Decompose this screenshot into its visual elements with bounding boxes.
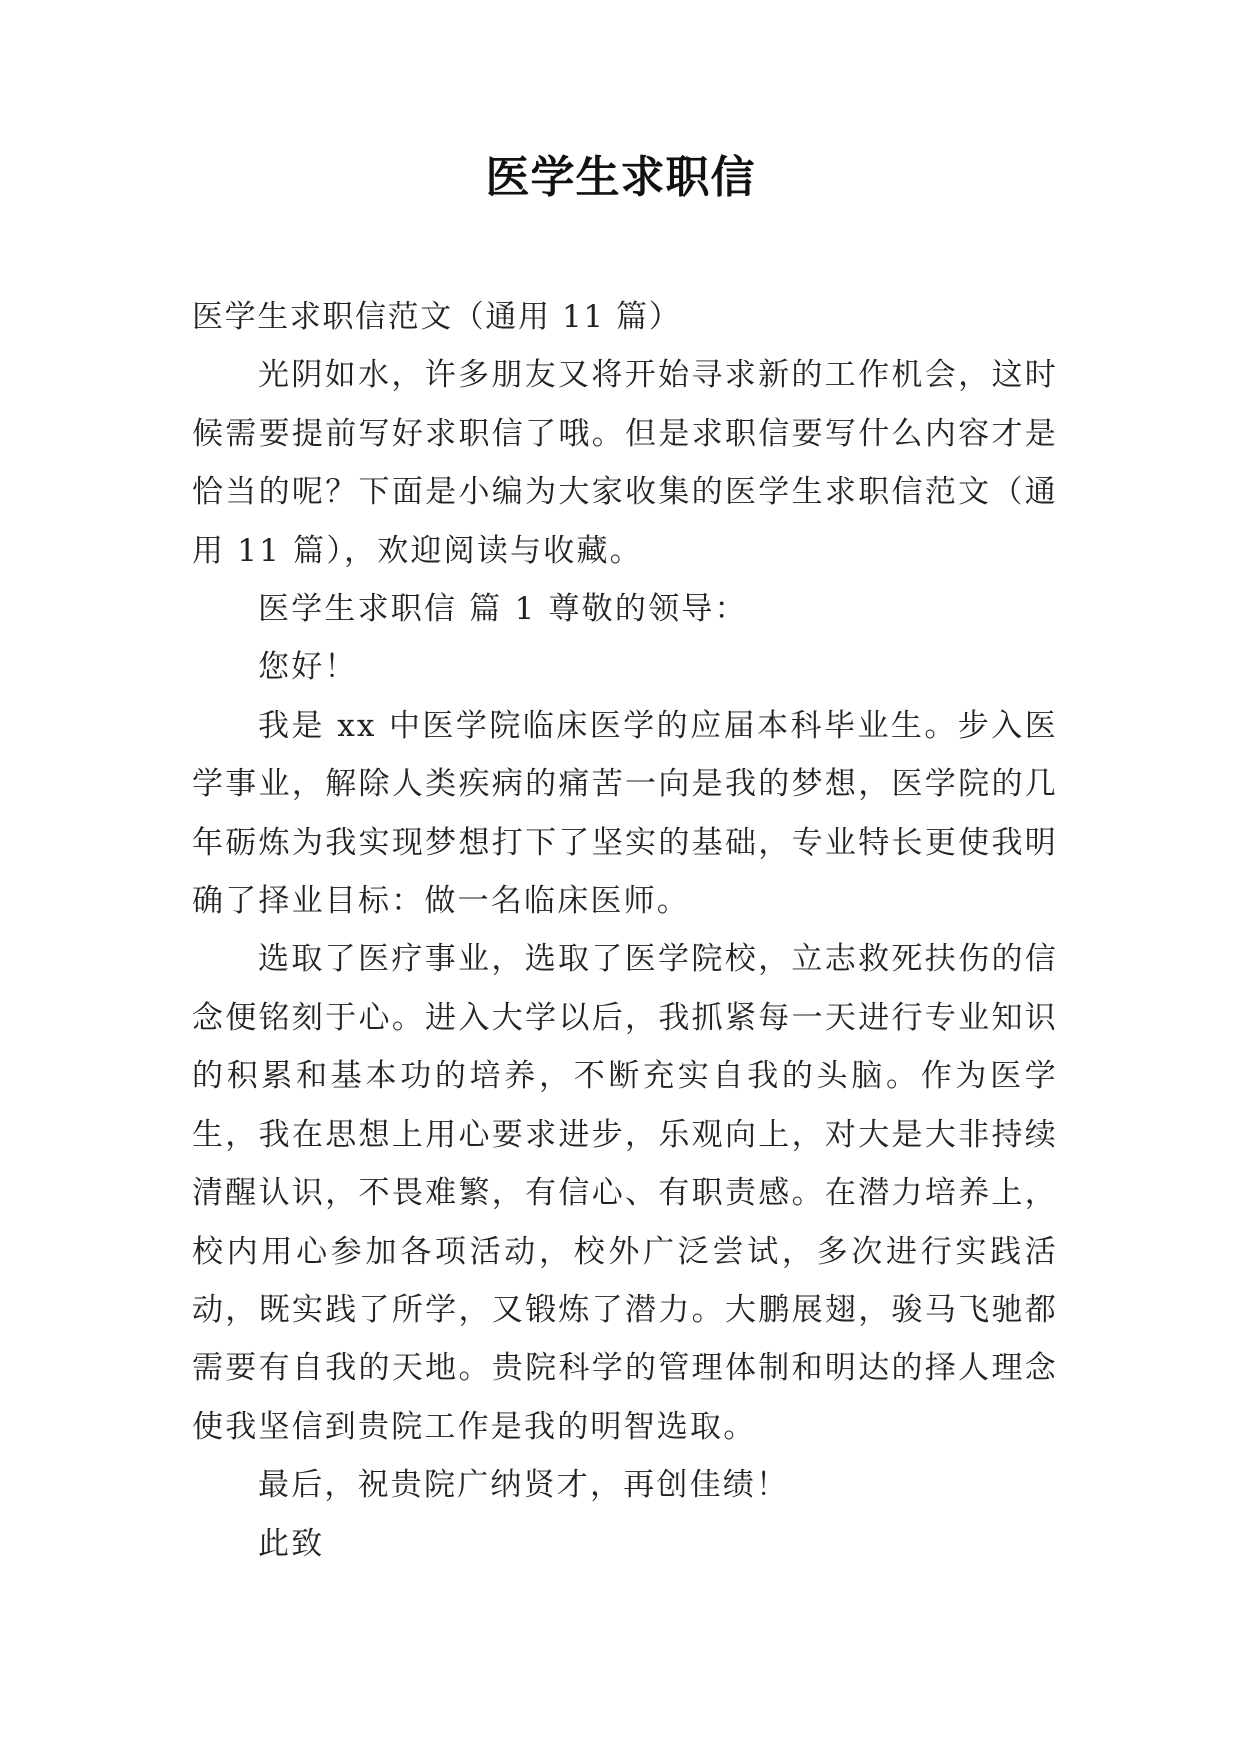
document-body	[192, 288, 1058, 1573]
closing-wish: 最后，祝贵院广纳贤才，再创佳绩！	[258, 1467, 790, 1504]
greeting: 您好！	[258, 649, 358, 686]
intro-paragraph: 光阴如水，许多朋友又将开始寻求新的工作机会，这时候需要提前写好求职信了哦。但是求职信要写什么内容才是恰当的呢？下面是小编为大家收集的医学生求职信范文（通用 11 篇），欢迎阅读与收藏。	[192, 357, 1058, 569]
document-title: 医学生求职信	[485, 152, 756, 203]
closing-salutation: 此致	[258, 1525, 325, 1562]
letter-heading-salutation: 医学生求职信 篇 1 尊敬的领导：	[258, 591, 748, 628]
body-paragraph-2: 选取了医疗事业，选取了医学院校，立志救死扶伤的信念便铭刻于心。进入大学以后，我抓紧每一天进行专业知识的积累和基本功的培养，不断充实自我的头脑。作为医学生，我在思想上用心要求进步，乐观向上，对大是大非持续清醒认识，不畏难繁，有信心、有职责感。在潜力培养上，校内用心参加各项活动，校外广泛尝试，多次进行实践活动，既实践了所学，又锻炼了潜力。大鹏展翅，骏马飞驰都需要有自我的天地。贵院科学的管理体制和明达的择人理念使我坚信到贵院工作是我的明智选取。	[192, 941, 1058, 1445]
body-paragraph-1: 我是 xx 中医学院临床医学的应届本科毕业生。步入医学事业，解除人类疾病的痛苦一向是我的梦想，医学院的几年砺炼为我实现梦想打下了坚实的基础，专业特长更使我明确了择业目标：做一名临床医师。	[192, 707, 1058, 920]
document-subtitle: 医学生求职信范文（通用 11 篇）	[192, 299, 682, 335]
